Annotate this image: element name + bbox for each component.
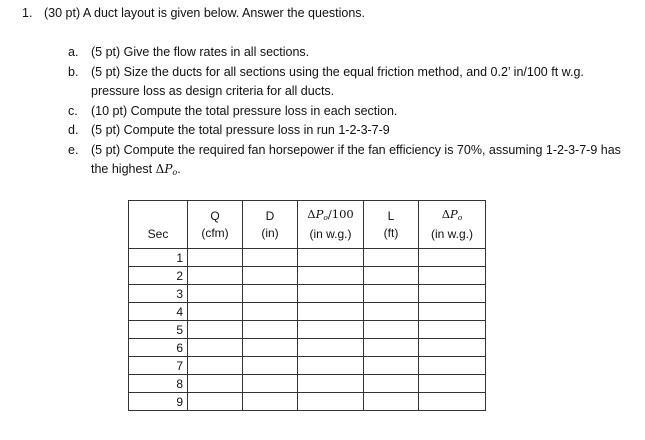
duct-sizing-table — [128, 200, 486, 411]
empty-d-cell[interactable] — [243, 357, 298, 375]
empty-l-cell[interactable] — [364, 267, 419, 285]
table-row — [129, 267, 486, 285]
question-item-b — [68, 63, 628, 102]
header-q: Q (cfm) — [188, 201, 243, 249]
section-number-cell: 8 — [129, 375, 188, 393]
item-text: (5 pt) Size the ducts for all sections using the equal friction method, and 0.2’ in/100 ft w.g. pressure loss as design criteria for all ducts. — [91, 64, 584, 98]
header-dpo: $\Delta P_o$ (in w.g.) — [419, 201, 486, 249]
empty-dp-cell[interactable] — [298, 303, 364, 321]
empty-d-cell[interactable] — [243, 339, 298, 357]
empty-q-cell[interactable] — [188, 285, 243, 303]
empty-q-cell[interactable] — [188, 303, 243, 321]
table-row — [129, 393, 486, 411]
table-header-row — [129, 201, 486, 249]
empty-dpo-cell[interactable] — [419, 321, 486, 339]
empty-dpo-cell[interactable] — [419, 303, 486, 321]
table-row — [129, 303, 486, 321]
header-dp-per-100: $\Delta P_o/100$ (in w.g.) — [298, 201, 364, 249]
empty-l-cell[interactable] — [364, 303, 419, 321]
empty-dp-cell[interactable] — [298, 285, 364, 303]
empty-dp-cell[interactable] — [298, 321, 364, 339]
question-item-c — [68, 102, 628, 122]
item-letter: d. — [68, 123, 79, 137]
empty-d-cell[interactable] — [243, 303, 298, 321]
section-number-cell: 9 — [129, 393, 188, 411]
empty-l-cell[interactable] — [364, 339, 419, 357]
empty-l-cell[interactable] — [364, 393, 419, 411]
empty-dpo-cell[interactable] — [419, 339, 486, 357]
item-period: . — [177, 162, 181, 176]
empty-dpo-cell[interactable] — [419, 393, 486, 411]
empty-dpo-cell[interactable] — [419, 249, 486, 267]
header-l: L (ft) — [364, 201, 419, 249]
item-text-body: (5 pt) Compute the required fan horsepower if the fan efficiency is 70%, assuming 1-2-3-7-9 has the highest — [91, 142, 621, 176]
empty-q-cell[interactable] — [188, 267, 243, 285]
question-item-d — [68, 121, 628, 141]
empty-q-cell[interactable] — [188, 321, 243, 339]
empty-dp-cell[interactable] — [298, 393, 364, 411]
section-number-cell: 4 — [129, 303, 188, 321]
empty-q-cell[interactable] — [188, 249, 243, 267]
header-sec: Sec — [129, 201, 188, 249]
empty-d-cell[interactable] — [243, 321, 298, 339]
problem-number: 1. — [22, 6, 33, 20]
empty-dp-cell[interactable] — [298, 267, 364, 285]
empty-d-cell[interactable] — [243, 285, 298, 303]
empty-dp-cell[interactable] — [298, 375, 364, 393]
item-text: (10 pt) Compute the total pressure loss in each section. — [91, 103, 398, 118]
dp-per-100-symbol: $\Delta P_o/100$ — [307, 207, 354, 222]
empty-q-cell[interactable] — [188, 393, 243, 411]
question-item-a — [68, 43, 628, 63]
table-row — [129, 375, 486, 393]
empty-dpo-cell[interactable] — [419, 267, 486, 285]
table-row — [129, 321, 486, 339]
empty-dp-cell[interactable] — [298, 249, 364, 267]
item-text: (5 pt) Give the flow rates in all sections. — [91, 45, 310, 59]
item-letter: c. — [68, 103, 78, 118]
item-text — [91, 141, 628, 183]
empty-l-cell[interactable] — [364, 249, 419, 267]
section-number-cell: 7 — [129, 357, 188, 375]
problem-header — [22, 6, 365, 20]
empty-d-cell[interactable] — [243, 375, 298, 393]
dpo-symbol: $\Delta P_o$ — [441, 207, 463, 222]
section-number-cell: 5 — [129, 321, 188, 339]
section-number-cell: 3 — [129, 285, 188, 303]
empty-l-cell[interactable] — [364, 321, 419, 339]
section-number-cell: 1 — [129, 249, 188, 267]
section-number-cell: 2 — [129, 267, 188, 285]
question-list — [68, 43, 628, 183]
empty-dpo-cell[interactable] — [419, 357, 486, 375]
item-letter: b. — [68, 64, 79, 79]
section-number-cell: 6 — [129, 339, 188, 357]
question-item-e — [68, 141, 628, 183]
empty-q-cell[interactable] — [188, 357, 243, 375]
item-letter: a. — [68, 45, 79, 59]
empty-d-cell[interactable] — [243, 249, 298, 267]
item-text: (5 pt) Compute the total pressure loss in run 1-2-3-7-9 — [91, 123, 390, 137]
empty-d-cell[interactable] — [243, 267, 298, 285]
empty-dpo-cell[interactable] — [419, 375, 486, 393]
empty-q-cell[interactable] — [188, 375, 243, 393]
table-row — [129, 285, 486, 303]
table-row — [129, 357, 486, 375]
empty-dp-cell[interactable] — [298, 357, 364, 375]
header-d: D (in) — [243, 201, 298, 249]
item-letter: e. — [68, 142, 79, 157]
empty-dp-cell[interactable] — [298, 339, 364, 357]
table-row — [129, 339, 486, 357]
delta-po-symbol: $\Delta P_o$ — [155, 162, 178, 177]
empty-dpo-cell[interactable] — [419, 285, 486, 303]
empty-d-cell[interactable] — [243, 393, 298, 411]
empty-l-cell[interactable] — [364, 285, 419, 303]
empty-q-cell[interactable] — [188, 339, 243, 357]
empty-l-cell[interactable] — [364, 357, 419, 375]
problem-statement: (30 pt) A duct layout is given below. Answer the questions. — [44, 6, 366, 20]
empty-l-cell[interactable] — [364, 375, 419, 393]
table-row — [129, 249, 486, 267]
